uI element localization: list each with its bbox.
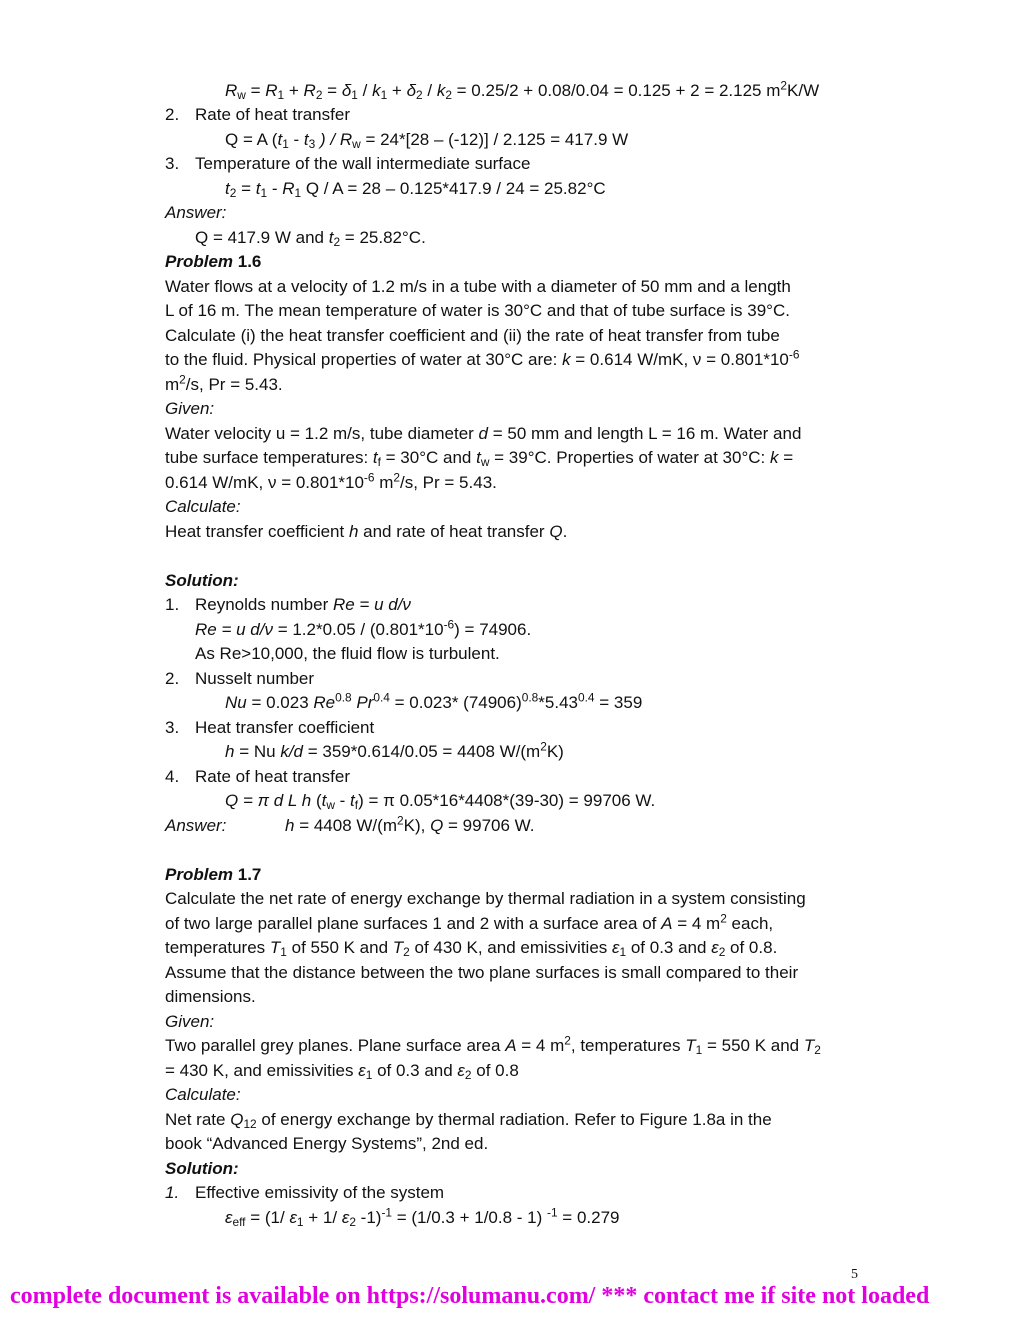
problem-text: $m^2/s$, Pr = 5.43. [165,372,283,394]
step-number: 3. [165,718,180,737]
given-text: Two parallel grey planes. Plane surface area A = 4 $m^2$, temperatures $T_1 = 550$ K and $T_2$ [165,1033,821,1057]
given-label: Given: [165,399,215,418]
emissivity-equation: $\varepsilon_{eff} = (1/$ $\varepsilon_1 + 1/$ $\varepsilon_2$ -1)$^{-1}$ = (1/0.3 + 1/0.8 - 1) $^{-1}$ = 0.279 [225,1205,620,1229]
problem-heading: Problem 1.6 [165,252,262,271]
answer-label: Answer: [165,816,227,835]
problem-text: Assume that the distance between the two plane surfaces is small compared to their [165,963,799,982]
given-text: tube surface temperatures: $t_f = 30^\circ C$ and $t_w = 39^\circ C$. Properties of water at 30°C: k = [165,448,794,469]
step-number: 4. [165,767,180,786]
footer-banner: complete document is available on https://solumanu.com/ *** contact me if site not loaded [10,1283,930,1309]
problem-text: Water flows at a velocity of 1.2 m/s in a tube with a diameter of 50 mm and a length [165,277,791,296]
temperature-equation: $t_2 = t_1 - R_1$ Q / A = 28 – 0.125*417.9 / 24 = 25.82°C [225,179,606,200]
answer-label: Answer: [165,203,227,222]
step-title: Temperature of the wall intermediate surface [195,154,531,173]
rw-equation: $R_w = R_1 + R_2 = \delta_1 / k_1 + \delta_2 / k_2 = 0.25/2 + 0.08/0.04 = 0.125 + 2 = 2.125$ $m^2K/W$ [225,78,820,102]
htc-equation: h = Nu k/d = 359*0.614/0.05 = 4408 $W/(m^2K)$ [225,739,564,761]
step-title: Heat transfer coefficient [195,718,375,737]
given-label: Given: [165,1012,215,1031]
problem-text: temperatures $T_1$ of 550 K and $T_2$ of 430 K, and emissivities $\varepsilon_1$ of 0.3 and $\varepsilon_2$ of 0.8. [165,938,778,959]
solution-label: Solution: [165,571,239,590]
answer-text: Q = 417.9 W and $t_2 = 25.82^\circ C$. [195,228,426,249]
problem-text: dimensions. [165,987,256,1006]
calculate-text: Heat transfer coefficient h and rate of heat transfer Q. [165,522,568,541]
step-number: 3. [165,154,180,173]
answer-text: h = 4408 $W/(m^2K)$, Q = 99706 W. [285,813,535,835]
step-title: Rate of heat transfer [195,767,350,786]
step-title: Effective emissivity of the system [195,1183,445,1202]
step-title: Reynolds number Re = u d/ν [195,595,411,614]
step-number: 1. [165,1183,180,1202]
step-text: As Re>10,000, the fluid flow is turbulent. [195,644,500,663]
heat-rate-equation: Q = A ($t_1 - t_3$ ) / $R_w = 24*[28 - (-12)] / 2.125 = 417.9$ W [225,130,629,151]
page-number: 5 [851,1267,858,1282]
problem-text: Calculate (i) the heat transfer coefficient and (ii) the rate of heat transfer from tube [165,326,780,345]
step-number: 2. [165,669,180,688]
step-number: 1. [165,595,180,614]
given-text: = 430 K, and emissivities $\varepsilon_1$ of 0.3 and $\varepsilon_2$ of 0.8 [165,1061,519,1082]
problem-heading: Problem 1.7 [165,865,262,884]
calculate-label: Calculate: [165,497,241,516]
problem-text: L of 16 m. The mean temperature of water is 30°C and that of tube surface is 39°C. [165,301,790,320]
reynolds-equation: Re = u $d/\nu = 1.2*0.05 / (0.801*10^{-6}) = 74906$. [195,617,532,639]
step-number: 2. [165,105,180,124]
step-title: Rate of heat transfer [195,105,350,124]
problem-text: of two large parallel plane surfaces 1 and 2 with a surface area of A = 4 $m^2$ each, [165,911,774,933]
given-text: 0.614 W/mK, $\nu = 0.801*10^{-6}$ $m^2/s$, Pr = 5.43. [165,470,497,492]
calculate-label: Calculate: [165,1085,241,1104]
given-text: Water velocity u = 1.2 m/s, tube diameter d = 50 mm and length L = 16 m. Water and [165,424,802,443]
problem-text: to the fluid. Physical properties of water at 30°C are: k = 0.614 W/mK, $\nu = 0.801*10^{-6}$ [165,347,800,369]
calculate-text: Net rate $Q_{12}$ of energy exchange by thermal radiation. Refer to Figure 1.8a in the [165,1110,772,1131]
step-title: Nusselt number [195,669,315,688]
calculate-text: book “Advanced Energy Systems”, 2nd ed. [165,1134,489,1153]
nusselt-equation: Nu = 0.023 $Re^{0.8}$ $Pr^{0.4} = 0.023*$ $(74906)^{0.8}*5.43^{0.4} = 359$ [225,690,643,712]
heat-transfer-equation: Q = π d L h $(t_w - t_f) = \pi$ 0.05*16*4408*(39-30) = 99706 W. [225,791,656,812]
problem-text: Calculate the net rate of energy exchange by thermal radiation in a system consisting [165,889,806,908]
solution-label: Solution: [165,1159,239,1178]
